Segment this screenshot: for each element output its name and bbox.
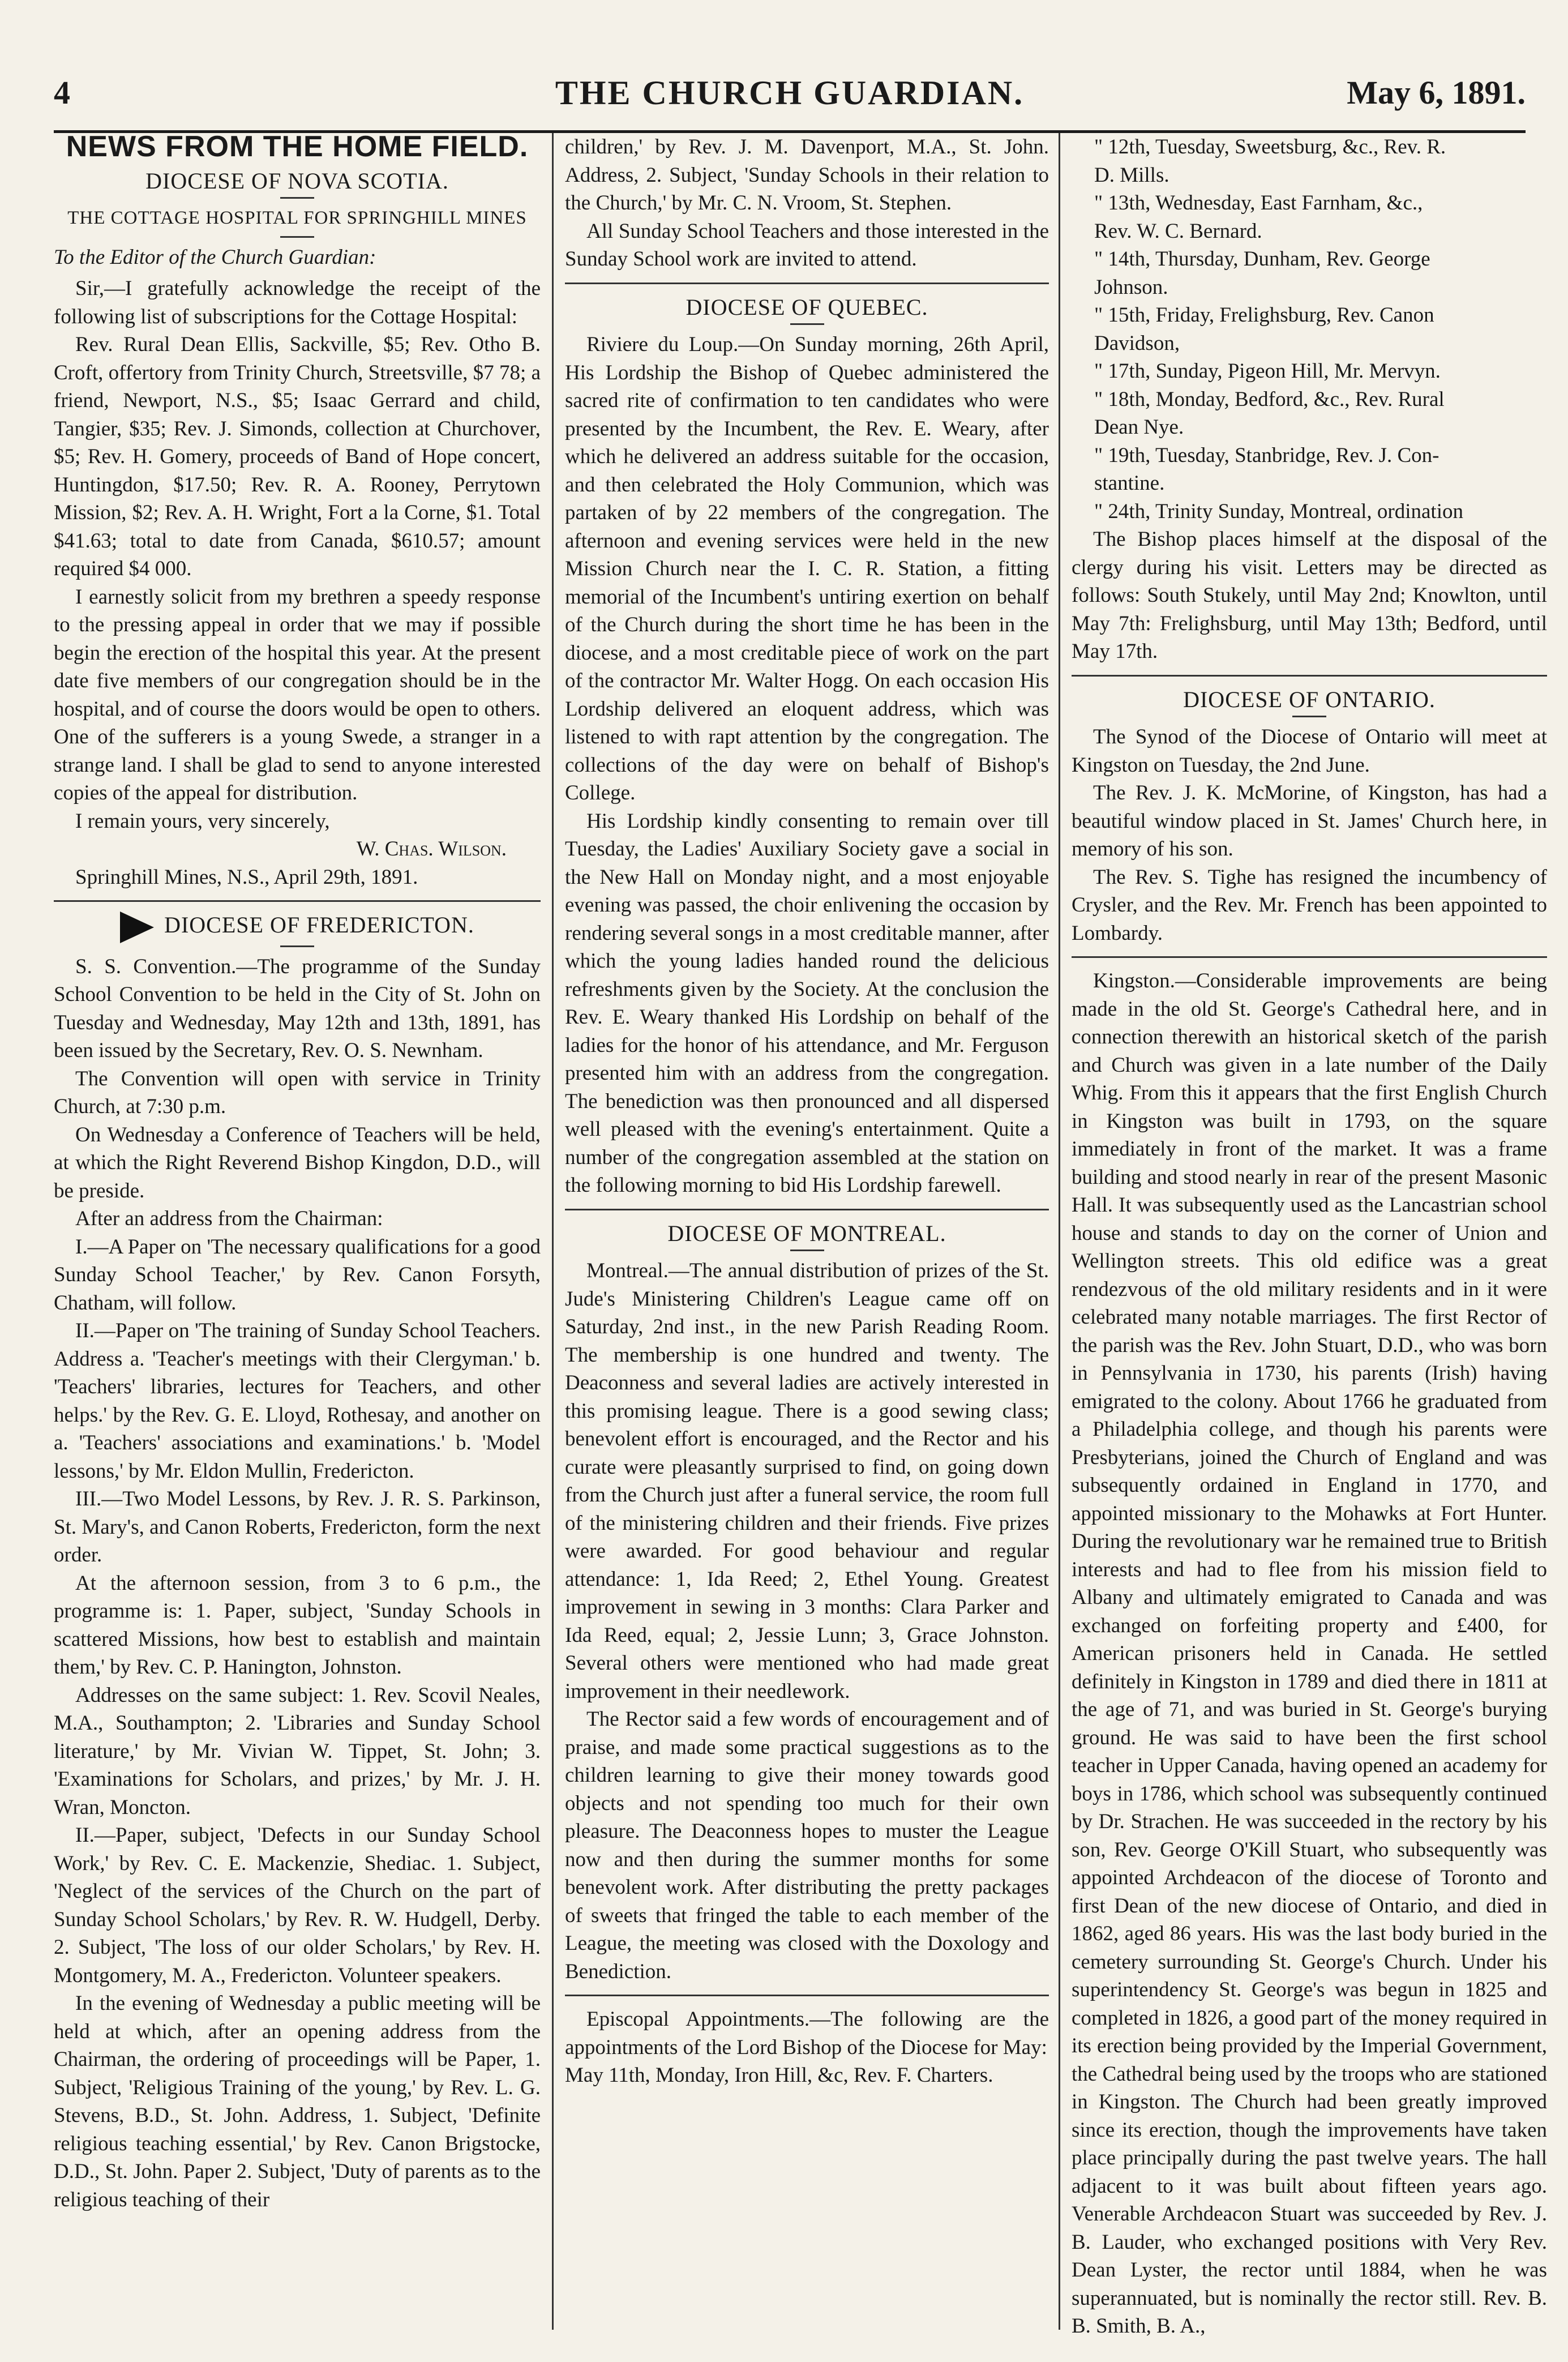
section-divider [1072, 956, 1547, 958]
editor-salutation: To the Editor of the Church Guardian: [54, 245, 376, 269]
masthead [54, 45, 1526, 133]
article-paragraph: On Wednesday a Conference of Teachers will be held, at which the Right Reverend Bishop Kingdon, D.D., will be preside. [54, 1123, 541, 1203]
article-paragraph: III.—Two Model Lessons, by Rev. J. R. S. Parkinson, St. Mary's, and Canon Roberts, Fredericton, form the next order. [54, 1487, 541, 1567]
article-paragraph: The Synod of the Diocese of Ontario will meet at Kingston on Tuesday, the 2nd June. [1072, 725, 1547, 777]
article-paragraph: I.—A Paper on 'The necessary qualifications for a good Sunday School Teacher,' by Rev. Canon Forsyth, Chatham, will follow. [54, 1235, 541, 1315]
heading-ontario: DIOCESE OF ONTARIO. [1183, 686, 1436, 712]
dateline: Springhill Mines, N.S., April 29th, 1891. [75, 865, 418, 889]
appointment-detail: Davidson, [1094, 331, 1180, 355]
appointment-detail: Rev. W. C. Bernard. [1094, 219, 1262, 243]
heading-fredericton [54, 911, 541, 943]
appointment-line: " 17th, Sunday, Pigeon Hill, Mr. Mervyn. [1094, 360, 1441, 383]
article-paragraph: Montreal.—The annual distribution of prizes of the St. Jude's Ministering Children's League came off on Saturday, 2nd inst., in the new Parish Reading Room. The membership is one hundred and twenty. The Deaconness and several ladies are actively interested in this promising league. There is a good sewing class; benevolent effort is encouraged, and the Rector and his curate were pleasantly surprised to find, on going down from the Church just after a funeral service, the room full of the ministering children and their friends. Five prizes were awarded. For good behaviour and regular attendance: 1, Ida Reed; 2, Ethel Young. Greatest improvement in sewing in 3 months: Clara Parker and Ida Reed, equal; 2, Jessie Lunn; 3, Grace Johnston. Several others were mentioned who had made great improvement in their needlework. [565, 1259, 1049, 1703]
article-paragraph: Sir,—I gratefully acknowledge the receipt of the following list of subscriptions for the Cottage Hospital: [54, 277, 541, 328]
appointments-list [1072, 133, 1547, 525]
column-1 [54, 130, 541, 2214]
article-paragraph: Rev. Rural Dean Ellis, Sackville, $5; Rev. Otho B. Croft, offertory from Trinity Church, Streetsville, $7 78; a friend, Newport, N.S., $5; Isaac Gerrard and child, Tangier, $35; Rev. J. Simonds, collection at Churchover, $5; Rev. H. Gomery, proceeds of Band of Hope concert, Huntingdon, $17.50; Rev. R. A. Rooney, Perrytown Mission, $2; Rev. A. H. Wright, Fort a la Corne, $1. Total $41.63; total to date from Canada, $610.57; amount required $4 000. [54, 333, 541, 580]
article-paragraph: Riviere du Loup.—On Sunday morning, 26th April, His Lordship the Bishop of Quebec administered the sacred rite of confirmation to ten candidates who were presented by the Incumbent, the Rev. E. Weary, after which he delivered an address suitable for the occasion, and then celebrated the Holy Communion, which was partaken of by 22 members of the congregation. The afternoon and evening services were held in the new Mission Church near the I. C. R. Station, a fitting memorial of the Incumbent's untiring exertion on behalf of the Church during the short time he has been in the diocese, and a most creditable piece of work on the part of the contractor Mr. Walter Hogg. On each occasion His Lordship delivered an eloquent address, which was listened to with rapt attention by the congregation. The collections of the day were on behalf of Bishop's College. [565, 333, 1049, 805]
article-paragraph: Episcopal Appointments.—The following are the appointments of the Lord Bishop of the Diocese for May: [565, 2008, 1049, 2059]
article-paragraph: I remain yours, very sincerely, [75, 809, 330, 833]
section-divider [54, 900, 541, 902]
appointment-line: " 19th, Tuesday, Stanbridge, Rev. J. Con- [1094, 443, 1440, 467]
article-paragraph: In the evening of Wednesday a public meeting will be held at which, after an opening address from the Chairman, the ordering of proceedings will be Paper, 1. Subject, 'Religious Training of the young,' by Rev. L. G. Stevens, B.D., St. John. Address, 1. Subject, 'Definite religious teaching essential,' by Rev. Canon Brigstocke, D.D., St. John. Paper 2. Subject, 'Duty of parents as to the religious teaching of their [54, 1992, 541, 2211]
pointing-hand-icon [120, 912, 154, 943]
article-paragraph: The Convention will open with service in Trinity Church, at 7:30 p.m. [54, 1067, 541, 1119]
signature: W. Chas. Wilson. [356, 837, 507, 861]
section-banner: NEWS FROM THE HOME FIELD. [66, 130, 529, 163]
section-divider [1072, 675, 1547, 677]
divider [280, 236, 314, 238]
article-paragraph: At the afternoon session, from 3 to 6 p.m., the programme is: 1. Paper, subject, 'Sunday Schools in scattered Missions, how best to establish and maintain them,' by Rev. C. P. Hanington, Johnston. [54, 1571, 541, 1679]
section-divider [565, 1209, 1049, 1210]
article-paragraph: The Rev. J. K. McMorine, of Kingston, has had a beautiful window placed in St. James' Church here, in memory of his son. [1072, 781, 1547, 861]
heading-fredericton-text: DIOCESE OF FREDERICTON. [164, 912, 474, 938]
divider [1292, 716, 1326, 717]
article-paragraph: II.—Paper, subject, 'Defects in our Sunday School Work,' by Rev. C. E. Mackenzie, Shediac. 1. Subject, 'Neglect of the services of the Church on the part of Sunday School Scholars,' by Rev. R. W. Hudgell, Derby. 2. Subject, 'The loss of our older Scholars,' by Rev. H. Montgomery, M. A., Fredericton. Volunteer speakers. [54, 1824, 541, 1987]
article-paragraph: The Rev. S. Tighe has resigned the incumbency of Crysler, and the Rev. Mr. French has been appointed to Lombardy. [1072, 865, 1547, 945]
divider [280, 945, 314, 947]
appointment-line: " 15th, Friday, Frelighsburg, Rev. Canon [1094, 303, 1434, 327]
heading-nova-scotia: DIOCESE OF NOVA SCOTIA. [145, 168, 449, 194]
divider [790, 1250, 824, 1251]
appointment-detail: Dean Nye. [1094, 416, 1184, 439]
appointment-detail: D. Mills. [1094, 163, 1169, 187]
article-paragraph: S. S. Convention.—The programme of the Sunday School Convention to be held in the City of St. John on Tuesday and Wednesday, May 12th and 13th, 1891, has been issued by the Secretary, Rev. O. S. Newnham. [54, 955, 541, 1063]
article-paragraph: children,' by Rev. J. M. Davenport, M.A., St. John. Address, 2. Subject, 'Sunday Schools in their relation to the Church,' by Mr. C. N. Vroom, St. Stephen. [565, 135, 1049, 215]
column-3 [1059, 133, 1547, 2338]
appointment-line: " 12th, Tuesday, Sweetsburg, &c., Rev. R. [1094, 135, 1446, 159]
article-paragraph: Addresses on the same subject: 1. Rev. Scovil Neales, M.A., Southampton; 2. 'Libraries and Sunday School literature,' by Mr. Vivian W. Tippet, St. John; 3. 'Examinations for Scholars, and prizes,' by Mr. J. H. Wran, Moncton. [54, 1683, 541, 1819]
appointment-line: " 24th, Trinity Sunday, Montreal, ordination [1094, 499, 1463, 523]
newspaper-title: THE CHURCH GUARDIAN. [555, 74, 1025, 112]
article-paragraph: May 11th, Monday, Iron Hill, &c, Rev. F. Charters. [565, 2064, 993, 2087]
subheading-cottage-hospital: THE COTTAGE HOSPITAL FOR SPRINGHILL MINES [67, 208, 527, 228]
page-number: 4 [54, 74, 70, 111]
section-divider [565, 283, 1049, 284]
divider [790, 323, 824, 325]
column-2 [552, 133, 1049, 2330]
appointment-detail: stantine. [1094, 472, 1165, 495]
article-paragraph: After an address from the Chairman: [75, 1207, 383, 1231]
section-divider [565, 1995, 1049, 1996]
appointment-line: " 14th, Thursday, Dunham, Rev. George [1094, 247, 1430, 271]
appointment-line: " 13th, Wednesday, East Farnham, &c., [1094, 191, 1423, 215]
appointment-line: " 18th, Monday, Bedford, &c., Rev. Rural [1094, 387, 1445, 411]
heading-quebec: DIOCESE OF QUEBEC. [686, 294, 928, 320]
article-paragraph: Kingston.—Considerable improvements are being made in the old St. George's Cathedral here, and in connection therewith an historical sketch of the parish and Church was given in a late number of the Daily Whig. From this it appears that the first English Church in Kingston was built in 1793, on the square immediately in front of the market. It was a frame building and stood nearly in rear of the present Masonic Hall. It was subsequently used as the Lancastrian school house and stands to day on the corner of Union and Wellington streets. This old edifice was a great rendezvous of the old military residents and in it were celebrated many notable marriages. The first Rector of the parish was the Rev. John Stuart, D.D., who was born in Pennsylvania in 1730, his parents (Irish) having emigrated to the colony. About 1766 he graduated from a Philadelphia college, and though his parents were Presbyterians, joined the Church of England and was subsequently ordained in England in 1770, and appointed missionary to the Mohawks at Fort Hunter. During the revolutionary war he remained true to British interests and had to flee from his mission field to Albany and ultimately emigrated to Canada and was exchanged on forfeiting property and £400, for American prisoners held in Canada. He settled definitely in Kingston in 1789 and died there in 1811 at the age of 71, and was buried in St. George's burying ground. He was said to have been the first school teacher in Upper Canada, having opened an academy for boys in 1786, which school was subsequently continued by Dr. Strachen. He was succeeded in the rectory by his son, Rev. George O'Kill Stuart, who subsequently was appointed Archdeacon of the diocese of Toronto and first Dean of the new diocese of Ontario, and died in 1862, aged 86 years. His was the last body buried in the cemetery surrounding St. George's Church. Under his superintendency St. George's was begun in 1825 and completed in 1826, a good part of the money required in its erection being provided by the Imperial Government, the Cathedral being used by the troops who are stationed in Kingston. The Church had been greatly improved since its erection, though the improvements have taken place principally during the past twelve years. The hall adjacent to it was built about fifteen years ago. Venerable Archdeacon Stuart was succeeded by Rev. J. B. Lauder, who exchanged positions with Very Rev. Dean Lyster, the rector until 1884, when he was superannuated, but is nominally the rector still. Rev. B. B. Smith, B. A., [1072, 969, 1547, 2338]
article-paragraph: I earnestly solicit from my brethren a speedy response to the pressing appeal in order that we may if possible begin the erection of the hospital this year. At the present date five members of our congregation should be in the hospital, and of course the doors would be open to others. One of the sufferers is a young Swede, a stranger in a strange land. I shall be glad to send to anyone interested copies of the appeal for distribution. [54, 585, 541, 805]
article-paragraph: The Rector said a few words of encouragement and of praise, and made some practical suggestions as to the children learning to give their money towards good objects and not spending too much for their own pleasure. The Deaconness hopes to muster the League now and then during the summer months for some benevolent work. After distributing the pretty packages of sweets that fringed the table to each member of the League, the meeting was closed with the Doxology and Benediction. [565, 1708, 1049, 1983]
divider [280, 197, 314, 199]
article-paragraph: All Sunday School Teachers and those interested in the Sunday School work are invited to attend. [565, 219, 1049, 271]
issue-date: May 6, 1891. [1347, 74, 1526, 111]
heading-montreal: DIOCESE OF MONTREAL. [667, 1220, 946, 1246]
article-paragraph: The Bishop places himself at the disposal of the clergy during his visit. Letters may be directed as follows: South Stukely, until May 2nd; Knowlton, until May 7th: Frelighsburg, until May 13th; Bedford, until May 17th. [1072, 528, 1547, 663]
appointment-detail: Johnson. [1094, 275, 1168, 299]
article-paragraph: His Lordship kindly consenting to remain over till Tuesday, the Ladies' Auxiliary Society gave a social in the New Hall on Monday night, and a most enjoyable evening was passed, the choir enlivening the occasion by rendering several songs in a most creditable manner, after which the young ladies handed round the delicious refreshments given by the Society. At the conclusion the Rev. E. Weary thanked His Lordship on behalf of the ladies for the honor of his attendance, and Mr. Ferguson presented him with an address from the congregation. The benediction was then pronounced and all dispersed well pleased with the evening's entertainment. Quite a number of the congregation assembled at the station on the following morning to bid His Lordship farewell. [565, 809, 1049, 1197]
article-paragraph: II.—Paper on 'The training of Sunday School Teachers. Address a. 'Teacher's meetings with their Clergyman.' b. 'Teachers' libraries, lectures for Teachers, and other helps.' by the Rev. G. E. Lloyd, Rothesay, and another on a. 'Teachers' associations and examinations.' b. 'Model lessons,' by Mr. Eldon Mullin, Fredericton. [54, 1319, 541, 1483]
